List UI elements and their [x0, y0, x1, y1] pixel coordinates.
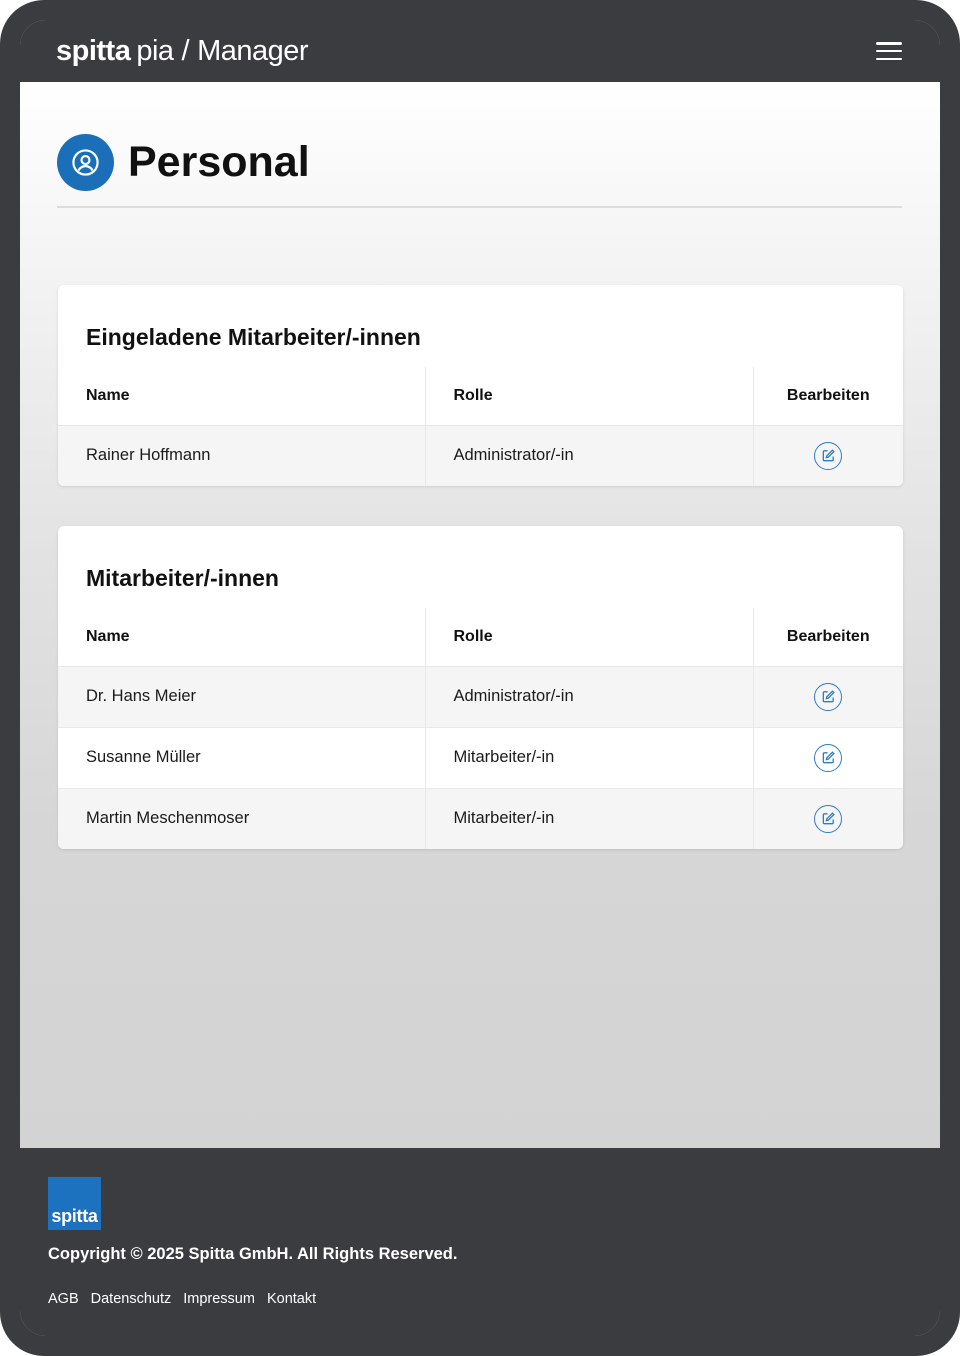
- hamburger-menu-icon[interactable]: [876, 40, 902, 62]
- invited-employees-card: [58, 285, 903, 486]
- table-header-row: [58, 367, 903, 425]
- edit-cell: [753, 425, 903, 486]
- employees-table: [58, 608, 903, 849]
- column-header-edit: Bearbeiten: [753, 367, 903, 425]
- column-header-role: Rolle: [425, 367, 753, 425]
- employee-name: Susanne Müller: [58, 727, 425, 788]
- employees-card: [58, 526, 903, 849]
- table-row: [58, 788, 903, 849]
- employee-name: Rainer Hoffmann: [58, 425, 425, 486]
- column-header-edit: Bearbeiten: [753, 608, 903, 666]
- brand-pia: pia: [136, 34, 174, 67]
- top-navbar: [20, 20, 940, 82]
- user-circle-icon: [57, 134, 114, 191]
- copyright-text: Copyright © 2025 Spitta GmbH. All Rights Reserved.: [48, 1245, 458, 1263]
- app-brand[interactable]: [56, 35, 308, 68]
- employees-card-title: Mitarbeiter/-innen: [86, 565, 279, 591]
- employee-role: Administrator/-in: [425, 425, 753, 486]
- table-row: [58, 425, 903, 486]
- column-header-role: Rolle: [425, 608, 753, 666]
- edit-cell: [753, 727, 903, 788]
- spitta-logo: [48, 1177, 101, 1230]
- employee-role: Mitarbeiter/-in: [425, 788, 753, 849]
- brand-separator: /: [181, 34, 190, 67]
- brand-app-name: Manager: [197, 34, 309, 67]
- page-header: [57, 134, 902, 208]
- employee-role: Administrator/-in: [425, 666, 753, 727]
- footer-link-impressum[interactable]: Impressum: [183, 1291, 255, 1307]
- employee-role: Mitarbeiter/-in: [425, 727, 753, 788]
- edit-icon[interactable]: [814, 744, 842, 772]
- table-row: [58, 666, 903, 727]
- employee-name: Martin Meschenmoser: [58, 788, 425, 849]
- edit-cell: [753, 666, 903, 727]
- employee-name: Dr. Hans Meier: [58, 666, 425, 727]
- footer-link-agb[interactable]: AGB: [48, 1291, 79, 1307]
- page-footer: [20, 1148, 940, 1336]
- invited-card-title: Eingeladene Mitarbeiter/-innen: [86, 324, 421, 350]
- edit-icon[interactable]: [814, 442, 842, 470]
- logo-text: spitta: [51, 1206, 98, 1226]
- footer-link-kontakt[interactable]: Kontakt: [266, 1291, 317, 1307]
- edit-icon[interactable]: [814, 683, 842, 711]
- page-title: Personal: [128, 138, 310, 186]
- edit-icon[interactable]: [814, 805, 842, 833]
- brand-spitta: spitta: [56, 34, 131, 67]
- footer-link-datenschutz[interactable]: Datenschutz: [90, 1291, 172, 1307]
- app-screen: [20, 20, 940, 1336]
- footer-links: [48, 1291, 316, 1307]
- main-content: [20, 82, 940, 1148]
- column-header-name: Name: [58, 608, 425, 666]
- edit-cell: [753, 788, 903, 849]
- table-header-row: [58, 608, 903, 666]
- column-header-name: Name: [58, 367, 425, 425]
- table-row: [58, 727, 903, 788]
- invited-employees-table: [58, 367, 903, 486]
